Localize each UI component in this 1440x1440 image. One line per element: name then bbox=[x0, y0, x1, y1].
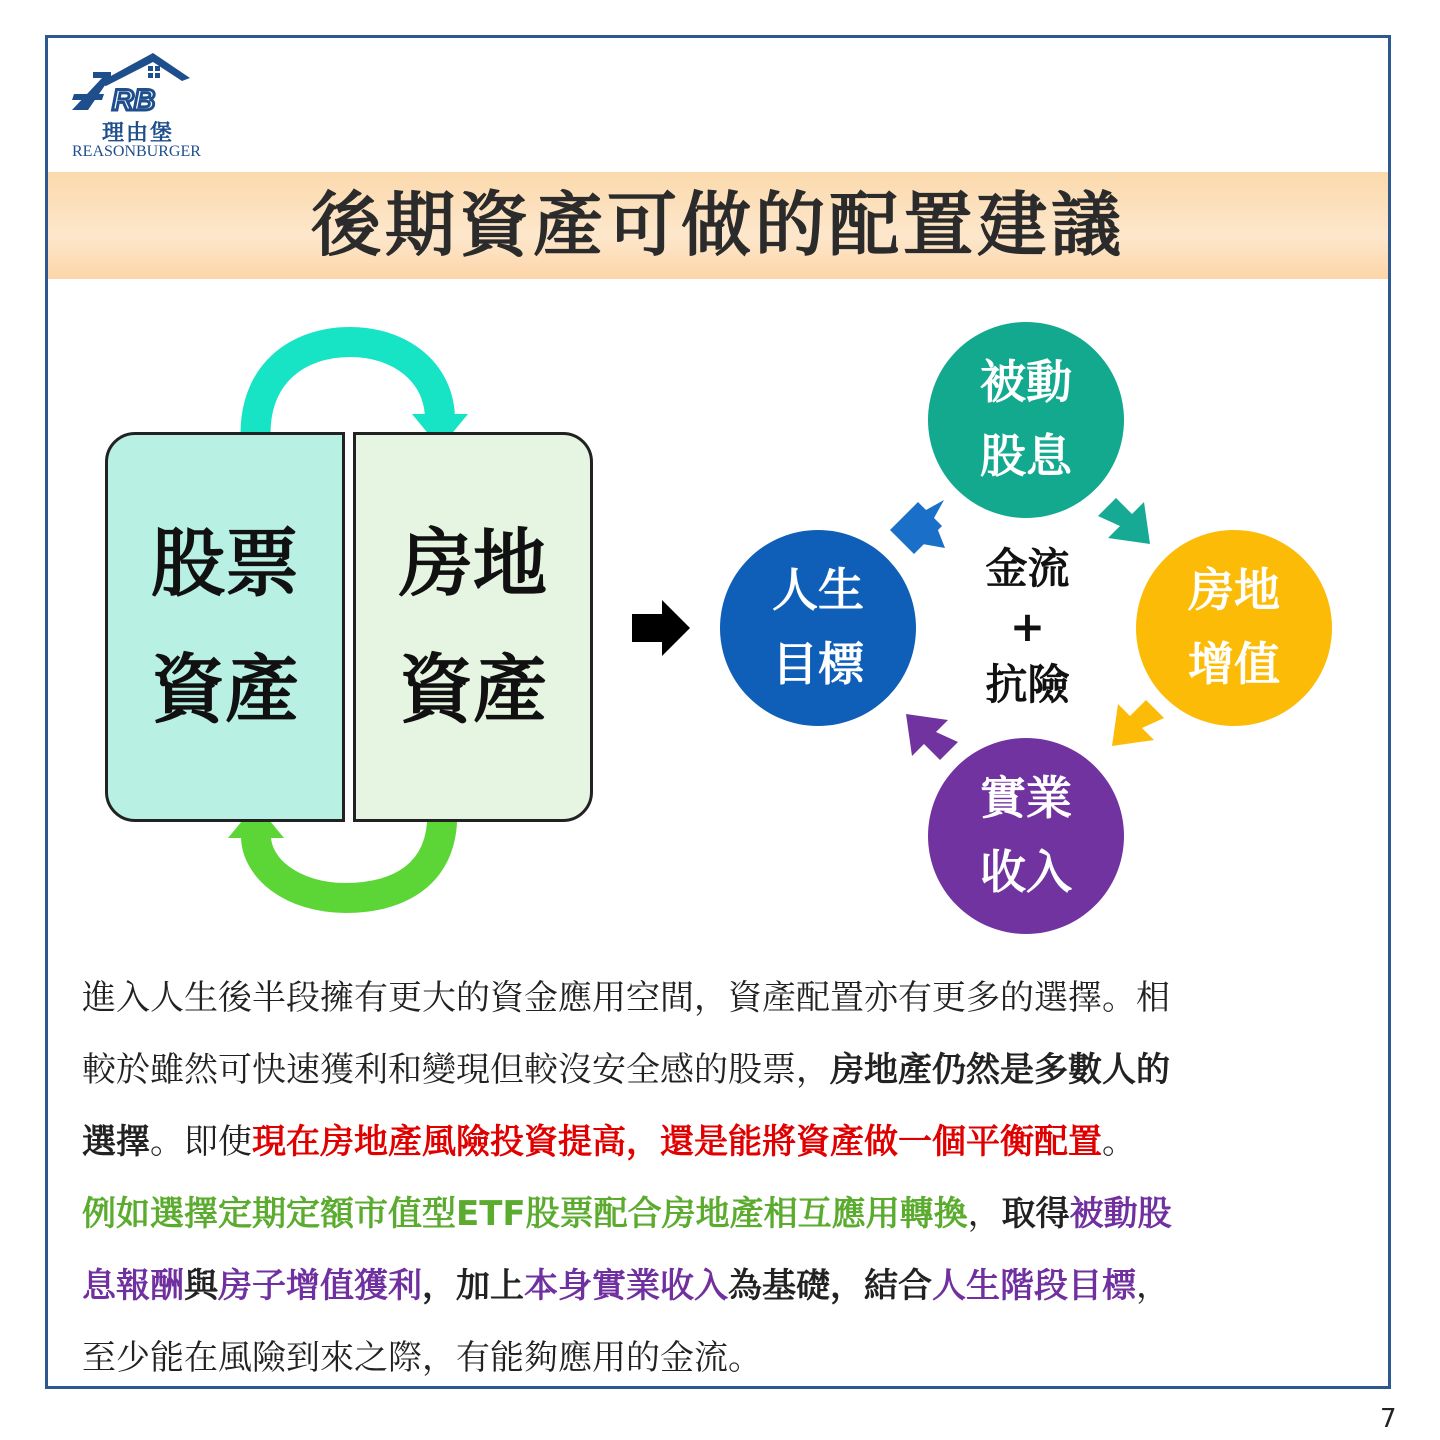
dividend-circle bbox=[928, 322, 1124, 518]
paragraph-line-3 bbox=[82, 1114, 1372, 1163]
p4-a: 例如選擇定期定額市值型ETF股票配合房地產相互應用轉換 bbox=[82, 1194, 968, 1234]
paragraph-line-6: 至少能在風險到來之際，有能夠應用的金流。 bbox=[82, 1338, 762, 1378]
p4-b: ， bbox=[967, 1194, 1002, 1234]
appreciation-line2: 增值 bbox=[1188, 637, 1280, 691]
stock-asset-box bbox=[105, 432, 345, 822]
realestate-asset-box bbox=[353, 432, 593, 822]
p3-a: 選擇 bbox=[82, 1122, 150, 1162]
p2-a: 較於雖然可快速獲利和變現但較沒安全感的股票， bbox=[82, 1050, 830, 1090]
p2-b: 房地產仍然是多數人的 bbox=[830, 1050, 1170, 1090]
arrow-to-appreciation bbox=[1098, 498, 1150, 544]
income-circle bbox=[928, 738, 1124, 934]
paragraph-line-4 bbox=[82, 1186, 1372, 1235]
arrow-to-income bbox=[1112, 700, 1164, 746]
realestate-asset-line2: 資產 bbox=[399, 647, 547, 733]
paragraph-line-5 bbox=[82, 1258, 1372, 1307]
paragraph-line-2 bbox=[82, 1042, 1372, 1091]
p4-d: 被動股 bbox=[1069, 1194, 1172, 1234]
p5-d: ，加上 bbox=[422, 1266, 524, 1306]
life-goal-circle bbox=[720, 530, 916, 726]
paragraph-line-1: 進入人生後半段擁有更大的資金應用空間，資產配置亦有更多的選擇。相 bbox=[82, 978, 1170, 1018]
page-number: 7 bbox=[1380, 1404, 1397, 1434]
appreciation-line1: 房地 bbox=[1188, 563, 1280, 618]
appreciation-circle bbox=[1136, 530, 1332, 726]
dividend-line1: 被動 bbox=[980, 355, 1072, 410]
life-goal-line1: 人生 bbox=[772, 563, 864, 618]
stock-asset-line2: 資產 bbox=[151, 647, 299, 733]
p5-e: 本身實業收入 bbox=[524, 1266, 728, 1306]
dividend-line2: 股息 bbox=[980, 429, 1072, 483]
life-goal-line2: 目標 bbox=[772, 637, 864, 691]
p5-f: 為基礎，結合 bbox=[728, 1266, 932, 1306]
p5-c: 房子增值獲利 bbox=[218, 1266, 422, 1306]
arrow-to-life-goal bbox=[906, 714, 958, 760]
p5-g: 人生階段目標 bbox=[932, 1266, 1136, 1306]
arrow-to-dividend bbox=[890, 500, 945, 554]
income-line2: 收入 bbox=[980, 845, 1072, 899]
p5-b: 與 bbox=[184, 1266, 218, 1306]
page-title: 後期資產可做的配置建議 bbox=[311, 184, 1125, 266]
p5-h: ， bbox=[1136, 1266, 1170, 1306]
p3-c: 現在房地產風險投資提高，還是能將資產做一個平衡配置 bbox=[252, 1122, 1102, 1162]
p4-c: 取得 bbox=[1001, 1194, 1070, 1234]
p3-b: 。即使 bbox=[150, 1122, 252, 1162]
logo-name-en: REASONBURGER bbox=[72, 143, 201, 160]
center-line3: 抗險 bbox=[985, 660, 1070, 709]
center-line2: + bbox=[1009, 602, 1046, 651]
right-arrow-icon bbox=[632, 600, 690, 656]
stock-asset-line1: 股票 bbox=[151, 521, 299, 607]
logo-mark: RB bbox=[112, 84, 156, 117]
p5-a: 息報酬 bbox=[82, 1266, 184, 1306]
top-cycle-arrow bbox=[256, 342, 440, 446]
realestate-asset-line1: 房地 bbox=[399, 521, 547, 607]
center-line1: 金流 bbox=[985, 544, 1070, 593]
p3-d: 。 bbox=[1102, 1122, 1136, 1162]
cycle-center-text bbox=[960, 540, 1095, 714]
income-line1: 實業 bbox=[980, 771, 1072, 826]
logo-name-cn: 理由堡 bbox=[102, 120, 175, 146]
